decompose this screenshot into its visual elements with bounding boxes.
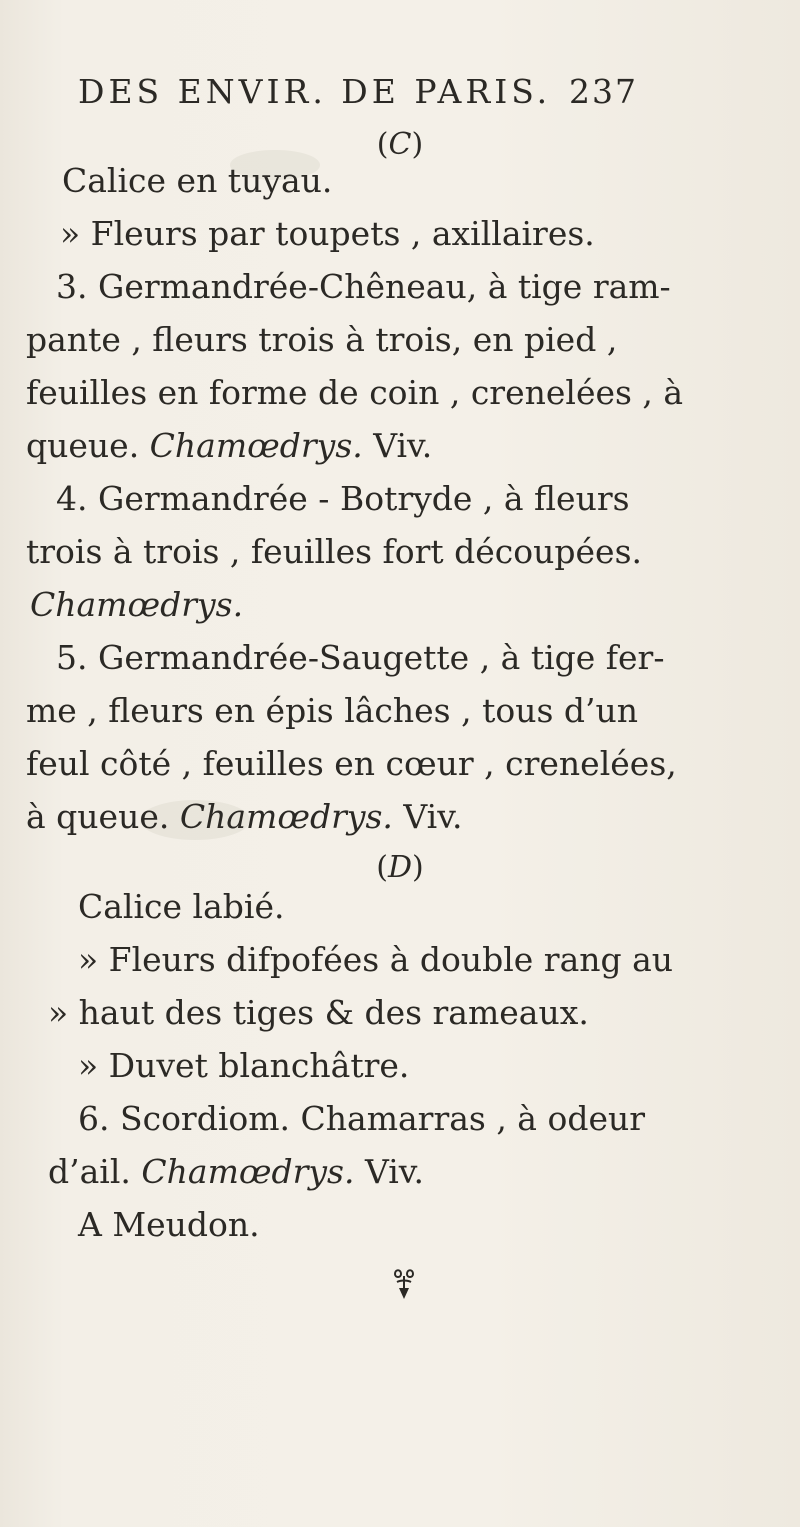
section-paren-open: (: [376, 127, 389, 162]
running-title: DES ENVIR. DE PARIS.: [78, 72, 552, 111]
section-paren-close: ): [411, 127, 424, 162]
text-line: 3. Germandrée-Chêneau, à tige ram-: [56, 267, 671, 306]
text-line: 6. Scordiom. Chamarras , à odeur: [78, 1099, 646, 1138]
section-mark-c: [0, 127, 800, 162]
section-paren-open: (: [376, 850, 388, 885]
section-letter: C: [388, 127, 412, 162]
text-line: » Duvet blanchâtre.: [78, 1046, 410, 1085]
text-run: Viv.: [362, 426, 433, 465]
latin-name: Chamœdrys.: [141, 1152, 355, 1191]
latin-name: Chamœdrys.: [149, 426, 363, 465]
text-line: » haut des tiges & des rameaux.: [48, 993, 589, 1032]
text-run: Viv.: [354, 1152, 424, 1191]
page-number: 237: [569, 72, 638, 111]
text-line: [26, 426, 433, 465]
text-run: à queue.: [26, 797, 180, 836]
section-mark-d: [0, 850, 800, 885]
text-line: [48, 1152, 424, 1191]
text-line: feul côté , feuilles en cœur , crenelées,: [26, 744, 677, 783]
text-line: 4. Germandrée - Botryde , à fleurs: [56, 479, 630, 518]
text-line: feuilles en forme de coin , crenelées , à: [26, 373, 684, 412]
text-line: 5. Germandrée-Saugette , à tige fer-: [56, 638, 665, 677]
text-line: » Fleurs difpofées à double rang au: [78, 940, 674, 979]
text-run: d’ail.: [48, 1152, 142, 1191]
section-letter: D: [387, 850, 413, 885]
text-run: queue.: [26, 426, 150, 465]
fleuron-ornament-icon: [389, 1266, 419, 1302]
text-line: [26, 797, 463, 836]
text-line: Calice labié.: [78, 887, 285, 926]
text-line: A Meudon.: [78, 1205, 260, 1244]
text-line: pante , fleurs trois à trois, en pied ,: [26, 320, 618, 359]
text-run: Viv.: [392, 797, 463, 836]
text-line: trois à trois , feuilles fort découpées.: [26, 532, 642, 571]
text-line: Calice en tuyau.: [62, 161, 333, 200]
text-line: me , fleurs en épis lâches , tous d’un: [26, 691, 639, 730]
text-line: » Fleurs par toupets , axillaires.: [60, 214, 595, 253]
section-paren-close: ): [412, 850, 424, 885]
running-header: [78, 72, 638, 122]
latin-name: Chamœdrys.: [179, 797, 393, 836]
latin-name: Chamœdrys.: [30, 585, 244, 624]
